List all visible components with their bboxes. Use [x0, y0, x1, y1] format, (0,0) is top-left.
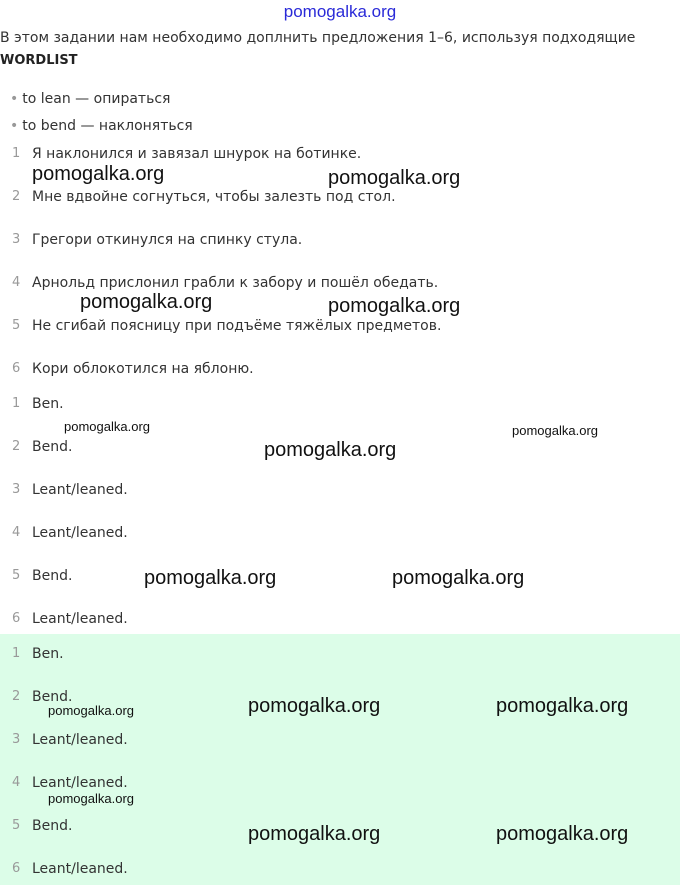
answer-number: 1 — [12, 396, 21, 411]
answer-number: 1 — [12, 646, 21, 661]
watermark: pomogalka.org — [248, 695, 381, 717]
sentence-text: Кори облокотился на яблоню. — [32, 361, 254, 377]
watermark: pomogalka.org — [328, 295, 461, 317]
answer-text: Ben. — [32, 646, 64, 662]
watermark: pomogalka.org — [264, 439, 397, 461]
answer-row — [0, 482, 680, 525]
bullet-icon: • — [10, 91, 19, 107]
answer-text: Leant/leaned. — [32, 525, 128, 541]
highlight-answer-row — [0, 861, 680, 885]
answer-number: 5 — [12, 818, 21, 833]
answer-text: Leant/leaned. — [32, 861, 128, 877]
answer-number: 5 — [12, 568, 21, 583]
task-intro: В этом задании нам необходимо доплнить предложения 1–6, используя подходящие — [0, 30, 636, 46]
watermark: pomogalka.org — [496, 823, 629, 845]
answer-number: 2 — [12, 439, 21, 454]
sentence-text: Мне вдвойне согнуться, чтобы залезть под стол. — [32, 189, 396, 205]
answer-number: 6 — [12, 861, 21, 876]
answer-text: Bend. — [32, 568, 73, 584]
sentence-text: Не сгибай поясницу при подъёме тяжёлых предметов. — [32, 318, 442, 334]
sentence-number: 5 — [12, 318, 21, 333]
watermark: pomogalka.org — [48, 791, 134, 806]
answer-text: Bend. — [32, 439, 73, 455]
sentence-number: 3 — [12, 232, 21, 247]
watermark: pomogalka.org — [64, 419, 150, 434]
highlight-answer-row — [0, 732, 680, 775]
sentence-text: Я наклонился и завязал шнурок на ботинке. — [32, 146, 362, 162]
answer-text: Leant/leaned. — [32, 775, 128, 791]
sentence-row — [0, 318, 680, 361]
sentence-number: 6 — [12, 361, 21, 376]
watermark: pomogalka.org — [392, 567, 525, 589]
wordlist-item: • to bend — наклоняться — [10, 118, 193, 134]
watermark: pomogalka.org — [144, 567, 277, 589]
site-header-link[interactable]: pomogalka.org — [283, 2, 397, 21]
answer-row — [0, 525, 680, 568]
wordlist-title: WORDLIST — [0, 53, 78, 68]
sentence-text: Арнольд прислонил грабли к забору и пошёл обедать. — [32, 275, 439, 291]
watermark: pomogalka.org — [80, 291, 213, 313]
answer-text: Leant/leaned. — [32, 732, 128, 748]
watermark: pomogalka.org — [32, 163, 165, 185]
answer-number: 4 — [12, 775, 21, 790]
answer-number: 6 — [12, 611, 21, 626]
answer-row — [0, 568, 680, 611]
sentence-number: 4 — [12, 275, 21, 290]
watermark: pomogalka.org — [328, 167, 461, 189]
watermark: pomogalka.org — [512, 423, 598, 438]
answer-text: Ben. — [32, 396, 64, 412]
answer-number: 3 — [12, 732, 21, 747]
answer-number: 3 — [12, 482, 21, 497]
sentence-number: 2 — [12, 189, 21, 204]
sentence-number: 1 — [12, 146, 21, 161]
answer-text: Bend. — [32, 818, 73, 834]
sentence-text: Грегори откинулся на спинку стула. — [32, 232, 303, 248]
watermark: pomogalka.org — [496, 695, 629, 717]
answer-text: Leant/leaned. — [32, 482, 128, 498]
answer-text: Bend. — [32, 689, 73, 705]
sentence-row — [0, 232, 680, 275]
watermark: pomogalka.org — [48, 703, 134, 718]
highlight-answer-row — [0, 646, 680, 689]
watermark: pomogalka.org — [248, 823, 381, 845]
bullet-icon: • — [10, 118, 19, 134]
sentence-row — [0, 189, 680, 232]
answer-number: 4 — [12, 525, 21, 540]
answer-text: Leant/leaned. — [32, 611, 128, 627]
answer-number: 2 — [12, 689, 21, 704]
wordlist-item: • to lean — опираться — [10, 91, 171, 107]
